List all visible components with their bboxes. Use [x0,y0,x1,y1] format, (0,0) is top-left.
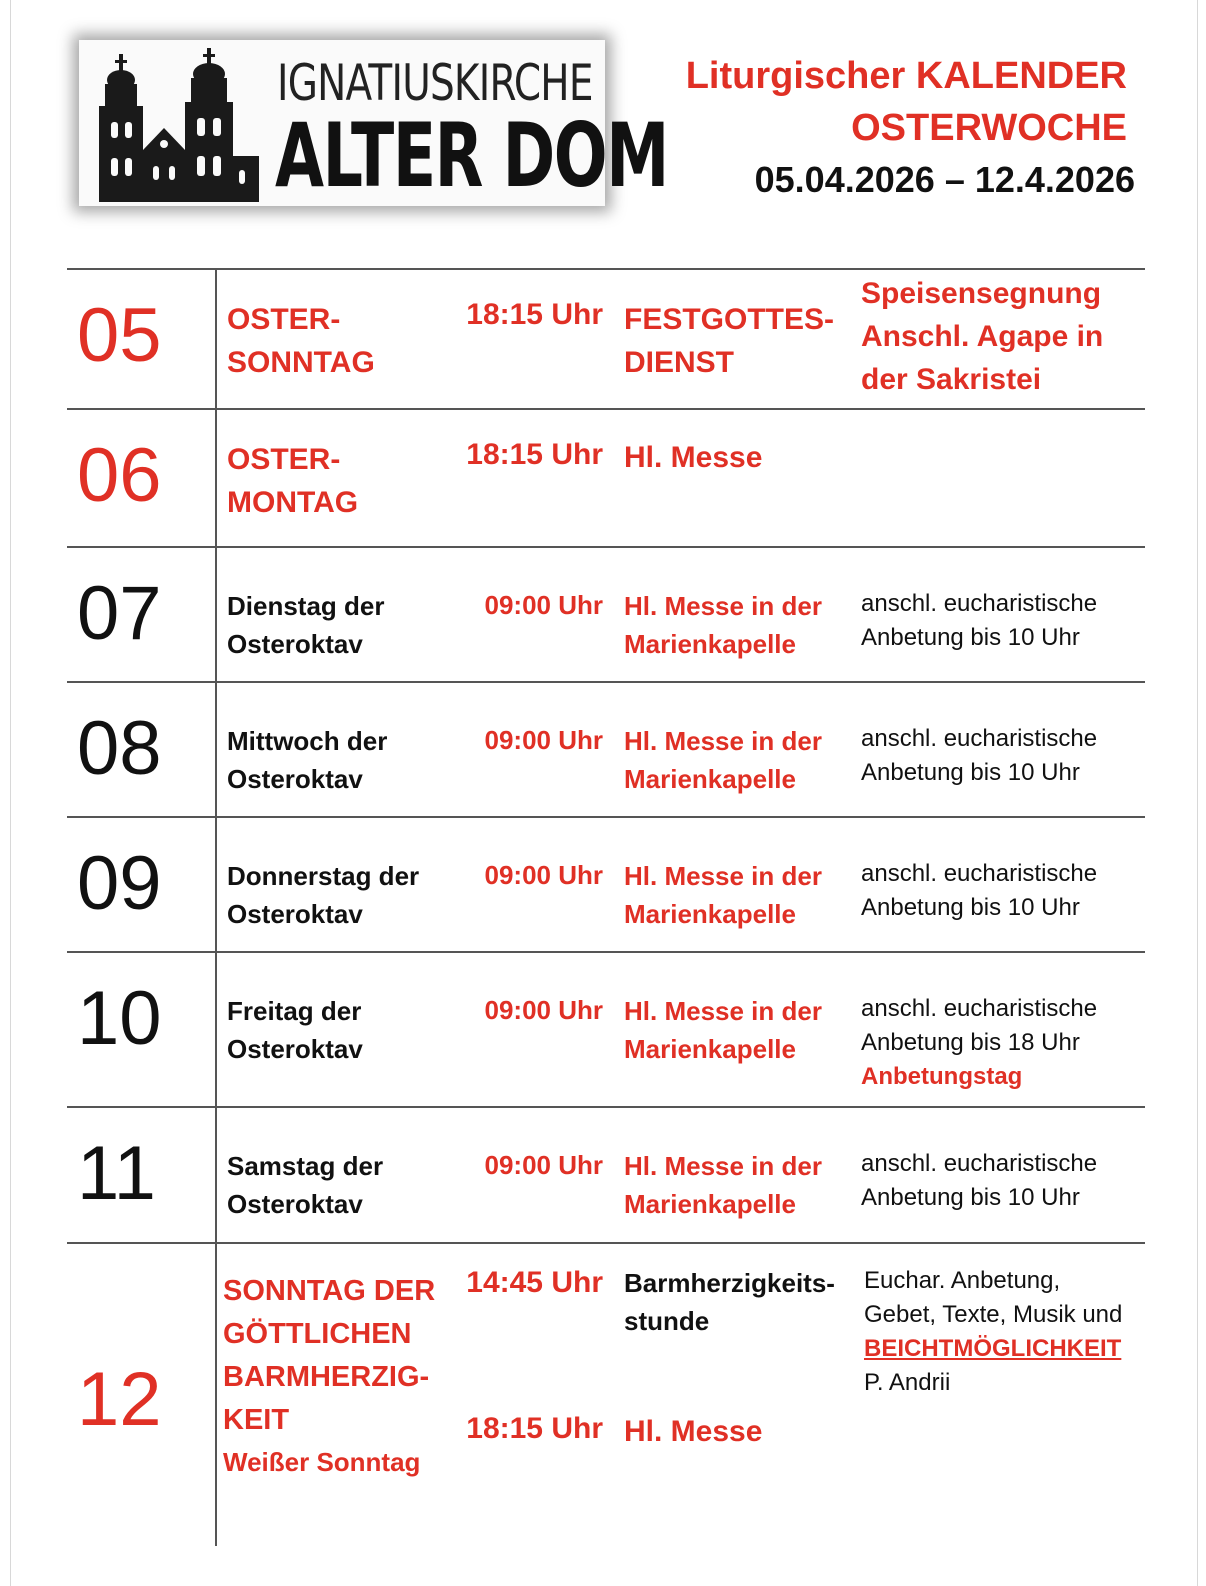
note-line: anschl. eucharistische [861,725,1098,752]
note-line: anschl. eucharistische [861,1150,1098,1177]
row-divider [67,816,1145,818]
service-event [624,1147,822,1223]
day-label-line: Donnerstag der [227,861,420,891]
service-time: 14:45 Uhr [466,1266,603,1299]
note-line: anschl. eucharistische [861,590,1098,617]
service-time: 09:00 Uhr [484,995,603,1025]
service-time: 09:00 Uhr [484,860,603,890]
note-line: anschl. eucharistische [861,995,1098,1022]
event-line: stunde [624,1306,710,1336]
event-line: Hl. Messe in der [624,591,822,621]
day-label-line: MONTAG [227,486,359,519]
event-line: Marienkapelle [624,1189,796,1219]
confession-highlight: BEICHTMÖGLICHKEIT [864,1335,1122,1362]
day-number: 12 [77,1357,162,1442]
event-line: Barmherzigkeits- [624,1268,835,1298]
note-line: anschl. eucharistische [861,860,1098,887]
calendar-page [10,0,1198,1586]
day-number: 06 [77,433,162,518]
note-line: Anbetung bis 10 Uhr [861,894,1080,921]
note-line: Euchar. Anbetung, [864,1267,1061,1294]
day-label [227,722,387,798]
event-line: FESTGOTTES- [624,303,834,336]
event-line: Hl. Messe in der [624,1151,822,1181]
note-highlight: Anbetungstag [861,1063,1023,1090]
row-divider [67,546,1145,548]
service-note [861,272,1103,401]
service-event [624,722,822,798]
event-line: Hl. Messe in der [624,861,822,891]
logo-text-ignatiuskirche: IGNATIUSKIRCHE [277,54,593,112]
day-label-line: OSTER- [227,303,341,336]
day-label-line: Osteroktav [227,1189,363,1219]
day-label-line: Samstag der [227,1151,384,1181]
service-note [861,587,1097,655]
day-label-line: BARMHERZIG- [223,1361,430,1393]
day-number: 07 [77,571,162,656]
service-event [624,857,822,933]
event-line: Hl. Messe in der [624,996,822,1026]
service-time: 18:15 Uhr [466,1412,603,1445]
day-label [227,587,385,663]
note-line: Anbetung bis 10 Uhr [861,1184,1080,1211]
service-event: Hl. Messe [624,441,763,474]
day-label-line: Dienstag der [227,591,385,621]
church-towers-icon [89,46,269,206]
service-note [864,1264,1122,1400]
day-label-line: Osteroktav [227,899,363,929]
day-label [227,992,363,1068]
row-divider [67,681,1145,683]
day-label [223,1270,435,1482]
row-divider [67,1106,1145,1108]
day-label-line: SONNTAG [227,346,375,379]
church-logo [79,40,668,207]
note-line: P. Andrii [864,1369,951,1396]
note-line: der Sakristei [861,363,1042,396]
service-event [624,1264,835,1340]
event-line: DIENST [624,346,735,379]
day-label-line: Osteroktav [227,764,363,794]
day-label-line: KEIT [223,1404,290,1436]
service-note [861,722,1097,790]
day-number: 05 [77,293,162,378]
day-label [227,1147,383,1223]
logo-text-alter-dom: ALTER DOM [275,104,668,207]
event-line: Marienkapelle [624,629,796,659]
event-line: Marienkapelle [624,764,796,794]
day-label-line: Osteroktav [227,629,363,659]
date-range: 05.04.2026 – 12.4.2026 [754,159,1135,200]
row-divider [67,268,1145,270]
day-label [227,298,375,384]
service-event: Hl. Messe [624,1415,763,1448]
row-divider [67,951,1145,953]
service-time: 09:00 Uhr [484,725,603,755]
row-divider [67,1242,1145,1244]
day-label [227,857,419,933]
day-number: 11 [77,1131,156,1216]
service-note [861,992,1097,1094]
event-line: Hl. Messe in der [624,726,822,756]
note-line: Speisensegnung [861,277,1102,310]
note-line: Anbetung bis 10 Uhr [861,759,1080,786]
day-number: 09 [77,841,162,926]
service-event [624,587,822,663]
day-label-subtitle: Weißer Sonntag [223,1447,421,1477]
column-divider [215,268,217,1546]
note-line: Anschl. Agape in [861,320,1104,353]
day-number: 10 [77,976,162,1061]
service-time: 18:15 Uhr [466,438,603,471]
day-label-line: SONNTAG DER [223,1275,436,1307]
day-label-line: OSTER- [227,443,341,476]
day-number: 08 [77,706,162,791]
page-title: Liturgischer KALENDER [685,55,1127,97]
event-line: Marienkapelle [624,899,796,929]
note-line: Gebet, Texte, Musik und [864,1301,1123,1328]
service-note [861,1147,1097,1215]
day-label-line: Mittwoch der [227,726,388,756]
note-line: Anbetung bis 18 Uhr [861,1029,1080,1056]
service-event [624,992,822,1068]
calendar-header [685,50,1135,206]
day-label [227,438,358,524]
day-label-line: Freitag der [227,996,362,1026]
service-event [624,298,834,384]
service-time: 09:00 Uhr [484,1150,603,1180]
service-time: 18:15 Uhr [466,298,603,331]
row-divider [67,408,1145,410]
day-label-line: Osteroktav [227,1034,363,1064]
service-note [861,857,1097,925]
service-time: 09:00 Uhr [484,590,603,620]
page-subtitle: OSTERWOCHE [851,107,1127,149]
event-line: Marienkapelle [624,1034,796,1064]
note-line: Anbetung bis 10 Uhr [861,624,1080,651]
day-label-line: GÖTTLICHEN [223,1318,412,1350]
